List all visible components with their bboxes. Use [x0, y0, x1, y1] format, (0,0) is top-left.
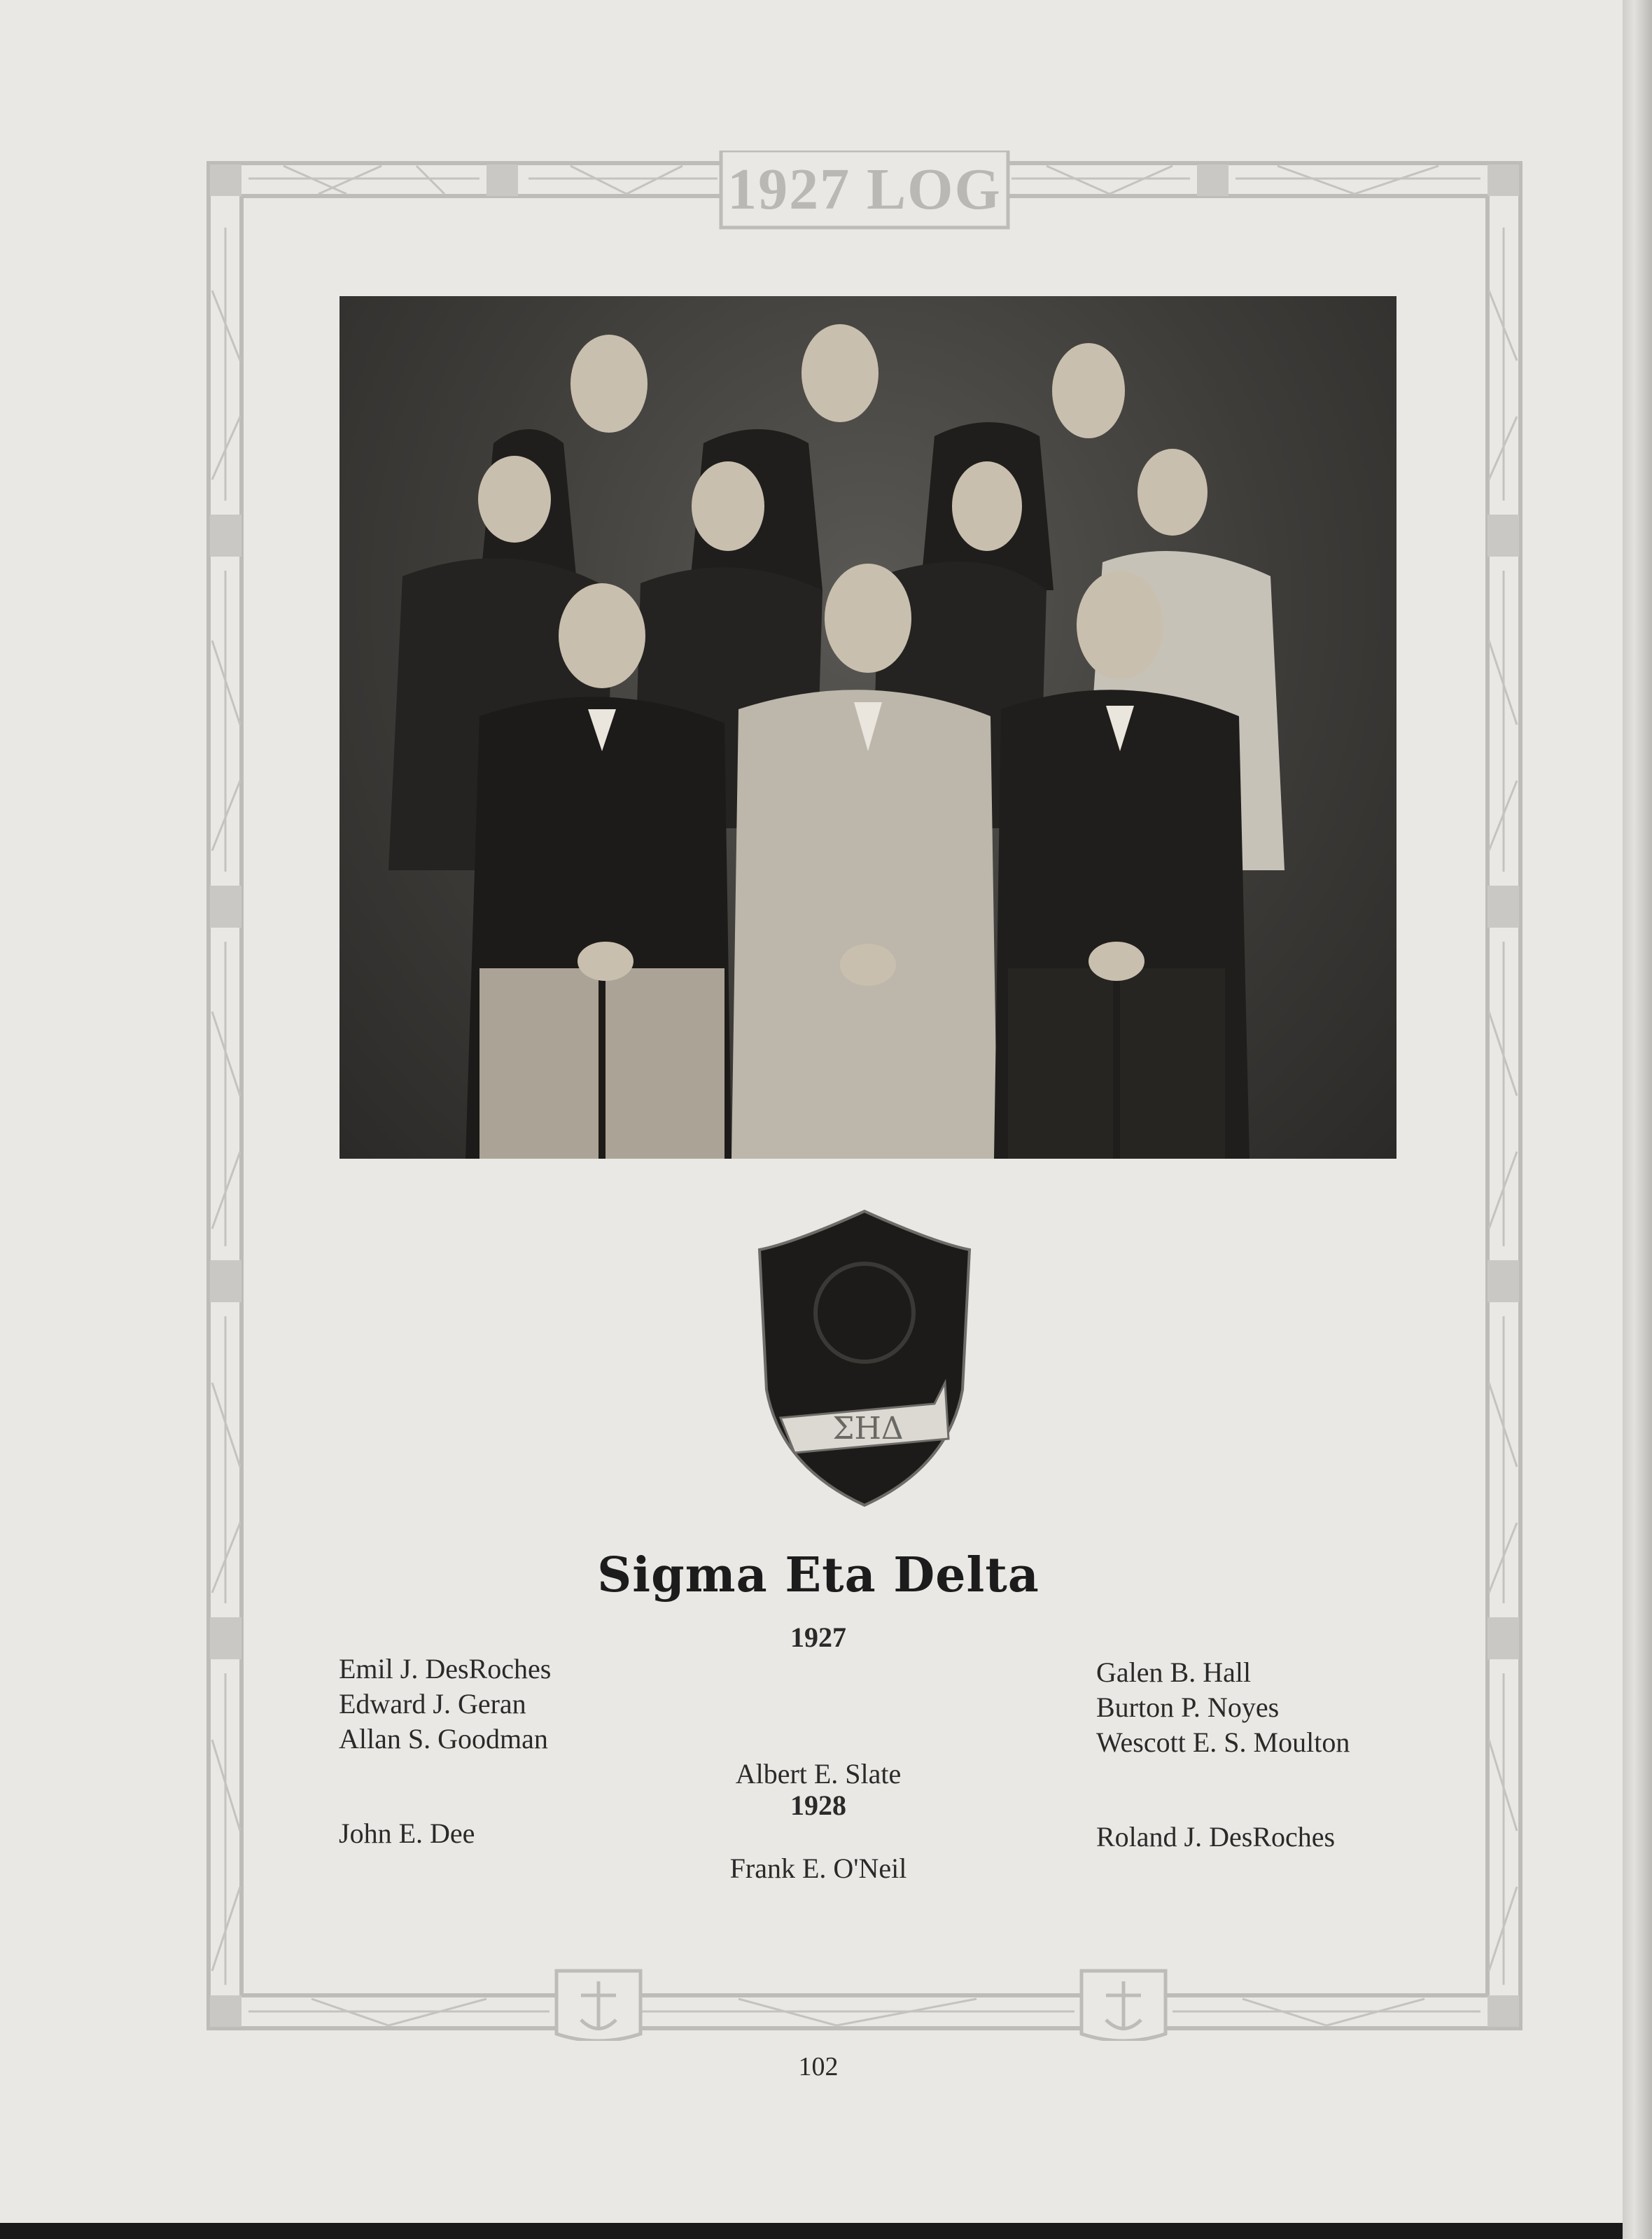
class-year-1927: 1927	[790, 1621, 846, 1653]
member-name: John E. Dee	[339, 1818, 475, 1849]
member-name: Allan S. Goodman	[339, 1723, 548, 1755]
member-name: Frank E. O'Neil	[729, 1853, 907, 1884]
class-year-1928: 1928	[790, 1790, 846, 1821]
fraternity-shield-emblem	[752, 1208, 976, 1509]
member-name: Roland J. DesRoches	[1096, 1821, 1336, 1853]
yearbook-title: 1927 LOG	[727, 156, 1002, 222]
group-photograph	[340, 296, 1396, 1159]
member-name: Wescott E. S. Moulton	[1096, 1727, 1350, 1758]
shield-icon	[752, 1208, 976, 1509]
member-name: Galen B. Hall	[1096, 1656, 1252, 1688]
member-name: Burton P. Noyes	[1096, 1692, 1280, 1723]
member-name: Emil J. DesRoches	[339, 1653, 552, 1685]
group-photo-art	[340, 296, 1396, 1159]
member-name: Edward J. Geran	[339, 1688, 526, 1720]
organization-name: Sigma Eta Delta	[597, 1547, 1040, 1603]
shield-letters: ΣΗΔ	[832, 1411, 904, 1446]
book-gutter	[1623, 0, 1652, 2239]
page-number: 102	[798, 2052, 839, 2081]
member-name: Albert E. Slate	[735, 1758, 902, 1790]
